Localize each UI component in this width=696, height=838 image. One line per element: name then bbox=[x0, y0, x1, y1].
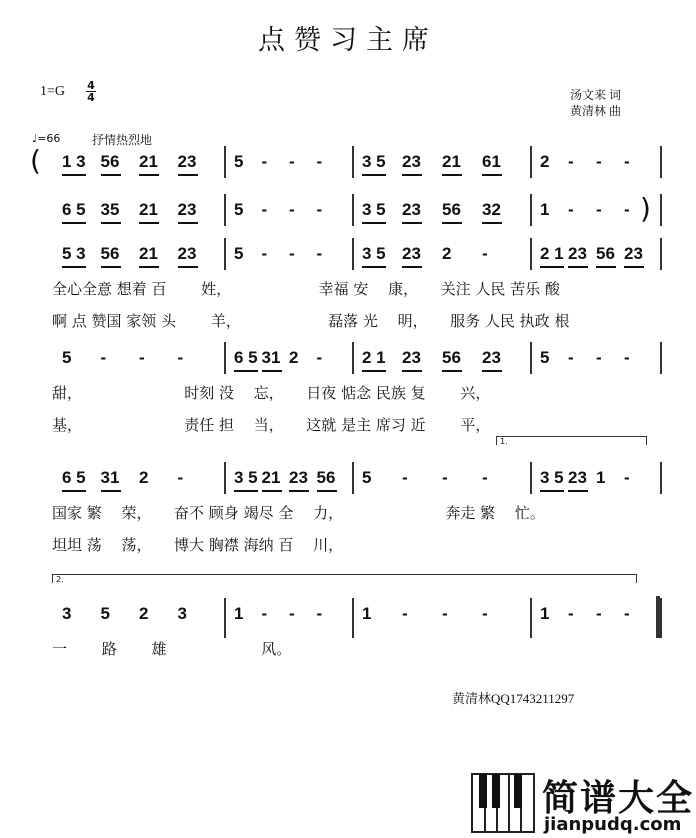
note-group: 31 bbox=[100, 468, 120, 487]
time-signature-top: 4 bbox=[87, 79, 95, 92]
barline bbox=[224, 462, 226, 494]
barline bbox=[660, 342, 662, 374]
dash-note: - bbox=[289, 604, 295, 623]
dash-note: - bbox=[482, 244, 488, 263]
beam-underline bbox=[62, 266, 86, 268]
volta-bracket: 1. bbox=[496, 436, 647, 445]
song-title: 点赞习主席 bbox=[258, 25, 438, 56]
note-group: 21 bbox=[442, 152, 461, 171]
note-group: 56 bbox=[316, 468, 336, 487]
beam-underline bbox=[362, 222, 386, 224]
tempo-marking: ♩=66 bbox=[32, 132, 61, 145]
note-group: 1 bbox=[540, 604, 550, 623]
dash-note: - bbox=[289, 200, 295, 219]
dash-note: - bbox=[568, 200, 574, 219]
note-group: 2 bbox=[540, 152, 550, 171]
dash-note: - bbox=[316, 152, 323, 171]
beam-underline bbox=[234, 370, 258, 372]
note-group: 1 bbox=[596, 468, 606, 487]
note-group: 2 bbox=[139, 604, 149, 623]
dash-note: - bbox=[596, 348, 602, 367]
note-group: 23 bbox=[402, 200, 421, 219]
note-group: 3 5 bbox=[362, 152, 386, 171]
barline bbox=[224, 598, 226, 638]
beam-underline bbox=[540, 490, 564, 492]
lyric-line: 一 路 雄 风。 bbox=[52, 640, 292, 658]
note-group: 3 5 bbox=[540, 468, 564, 487]
barline bbox=[660, 598, 662, 638]
final-barline bbox=[656, 596, 660, 638]
note-group: 21 bbox=[261, 468, 281, 487]
note-group: 23 bbox=[177, 152, 197, 171]
beam-underline bbox=[62, 174, 86, 176]
barline bbox=[530, 238, 532, 270]
note-group: 23 bbox=[402, 152, 421, 171]
note-group: 3 bbox=[62, 604, 72, 623]
beam-underline bbox=[289, 490, 309, 492]
note-group: 2 bbox=[442, 244, 452, 263]
note-group: 3 5 bbox=[362, 244, 386, 263]
note-group: 31 bbox=[261, 348, 281, 367]
barline bbox=[660, 238, 662, 270]
dash-note: - bbox=[316, 244, 323, 263]
intro-open-paren: ( bbox=[30, 144, 41, 177]
note-group: 6 5 bbox=[62, 200, 86, 219]
lyric-line: 坦坦 荡 荡， 博大 胸襟 海纳 百 川， bbox=[52, 536, 344, 554]
beam-underline bbox=[362, 174, 386, 176]
dash-note: - bbox=[482, 468, 488, 487]
dash-note: - bbox=[624, 468, 630, 487]
beam-underline bbox=[442, 222, 462, 224]
dash-note: - bbox=[261, 604, 268, 623]
dash-note: - bbox=[624, 348, 630, 367]
barline bbox=[660, 194, 662, 226]
note-group: 56 bbox=[596, 244, 615, 263]
dash-note: - bbox=[568, 152, 574, 171]
dash-note: - bbox=[402, 604, 408, 623]
note-group: 23 bbox=[568, 468, 587, 487]
dash-note: - bbox=[442, 604, 448, 623]
note-group: 5 3 bbox=[62, 244, 86, 263]
beam-underline bbox=[178, 174, 198, 176]
barline bbox=[352, 194, 354, 226]
note-group: 3 5 bbox=[362, 200, 386, 219]
note-group: 5 bbox=[62, 348, 72, 367]
note-group: 2 bbox=[139, 468, 149, 487]
note-group: 3 5 bbox=[234, 468, 258, 487]
barline bbox=[352, 238, 354, 270]
note-group: 23 bbox=[177, 200, 197, 219]
dash-note: - bbox=[289, 152, 295, 171]
note-group: 2 bbox=[289, 348, 299, 367]
note-group: 56 bbox=[100, 152, 120, 171]
barline bbox=[352, 342, 354, 374]
beam-underline bbox=[402, 174, 422, 176]
dash-note: - bbox=[100, 348, 107, 367]
dash-note: - bbox=[568, 348, 574, 367]
beam-underline bbox=[317, 490, 337, 492]
dash-note: - bbox=[482, 604, 488, 623]
barline bbox=[530, 462, 532, 494]
barline bbox=[224, 194, 226, 226]
note-group: 32 bbox=[482, 200, 501, 219]
note-group: 1 bbox=[362, 604, 372, 623]
barline bbox=[352, 598, 354, 638]
volta-bracket: 2. bbox=[52, 574, 637, 583]
key-signature: 1=G bbox=[40, 84, 66, 99]
note-group: 3 bbox=[177, 604, 187, 623]
dash-note: - bbox=[402, 468, 408, 487]
beam-underline bbox=[568, 490, 588, 492]
beam-underline bbox=[482, 222, 502, 224]
dash-note: - bbox=[261, 152, 268, 171]
barline bbox=[660, 146, 662, 178]
note-group: 1 bbox=[540, 200, 550, 219]
note-group: 21 bbox=[139, 244, 158, 263]
dash-note: - bbox=[289, 244, 295, 263]
note-group: 5 bbox=[234, 200, 244, 219]
beam-underline bbox=[362, 266, 386, 268]
composer-credit: 黄清林 曲 bbox=[570, 104, 622, 118]
note-group: 5 bbox=[234, 244, 244, 263]
dash-note: - bbox=[139, 348, 145, 367]
dash-note: - bbox=[316, 200, 323, 219]
note-group: 6 5 bbox=[234, 348, 258, 367]
beam-underline bbox=[482, 370, 502, 372]
lyric-line: 国家 繁 荣， 奋不 顾身 竭尽 全 力， 奔走 繁 忙。 bbox=[52, 504, 545, 522]
beam-underline bbox=[402, 370, 422, 372]
beam-underline bbox=[62, 490, 86, 492]
note-group: 5 bbox=[362, 468, 372, 487]
lyric-line: 全心全意 想着 百 姓， 幸福 安 康， 关注 人民 苦乐 酸 bbox=[52, 280, 560, 298]
beam-underline bbox=[101, 490, 121, 492]
note-group: 21 bbox=[139, 152, 158, 171]
note-group: 1 bbox=[234, 604, 244, 623]
barline bbox=[352, 146, 354, 178]
barline bbox=[530, 342, 532, 374]
note-group: 2 1 bbox=[540, 244, 564, 263]
beam-underline bbox=[442, 174, 462, 176]
note-group: 35 bbox=[100, 200, 120, 219]
barline bbox=[530, 146, 532, 178]
lyric-line: 基， 责任 担 当， 这就 是主 席习 近 平， bbox=[52, 416, 491, 434]
beam-underline bbox=[101, 222, 121, 224]
dash-note: - bbox=[624, 200, 630, 219]
dash-note: - bbox=[177, 348, 184, 367]
beam-underline bbox=[101, 174, 121, 176]
beam-underline bbox=[540, 266, 564, 268]
barline bbox=[352, 462, 354, 494]
dash-note: - bbox=[261, 200, 268, 219]
beam-underline bbox=[482, 174, 502, 176]
dash-note: - bbox=[596, 152, 602, 171]
dash-note: - bbox=[316, 604, 323, 623]
note-group: 61 bbox=[482, 152, 501, 171]
note-group: 5 bbox=[540, 348, 550, 367]
note-group: 23 bbox=[482, 348, 501, 367]
beam-underline bbox=[101, 266, 121, 268]
beam-underline bbox=[262, 490, 282, 492]
note-group: 23 bbox=[402, 244, 421, 263]
lyric-line: 甜， 时刻 没 忘， 日夜 惦念 民族 复 兴， bbox=[52, 384, 491, 402]
dash-note: - bbox=[316, 348, 323, 367]
note-group: 23 bbox=[402, 348, 421, 367]
beam-underline bbox=[139, 174, 159, 176]
time-signature bbox=[86, 80, 96, 103]
note-group: 23 bbox=[289, 468, 308, 487]
intro-close-paren: ) bbox=[640, 192, 651, 225]
beam-underline bbox=[402, 222, 422, 224]
beam-underline bbox=[262, 370, 282, 372]
footer-credit: 黄清林QQ1743211297 bbox=[452, 691, 575, 706]
beam-underline bbox=[402, 266, 422, 268]
barline bbox=[224, 238, 226, 270]
beam-underline bbox=[178, 266, 198, 268]
beam-underline bbox=[62, 222, 86, 224]
note-group: 5 bbox=[234, 152, 244, 171]
note-group: 5 bbox=[100, 604, 110, 623]
beam-underline bbox=[442, 370, 462, 372]
note-group: 23 bbox=[568, 244, 587, 263]
barline bbox=[530, 194, 532, 226]
time-signature-bottom: 4 bbox=[87, 91, 95, 104]
note-group: 6 5 bbox=[62, 468, 86, 487]
dash-note: - bbox=[596, 604, 602, 623]
barline bbox=[224, 146, 226, 178]
site-logo bbox=[470, 770, 696, 834]
note-group: 2 1 bbox=[362, 348, 386, 367]
beam-underline bbox=[139, 222, 159, 224]
barline bbox=[224, 342, 226, 374]
barline bbox=[660, 462, 662, 494]
dash-note: - bbox=[261, 244, 268, 263]
beam-underline bbox=[178, 222, 198, 224]
logo-text: 简谱大全 bbox=[542, 778, 695, 819]
note-group: 21 bbox=[139, 200, 158, 219]
note-group: 56 bbox=[442, 348, 461, 367]
lyric-line: 啊 点 赞国 家领 头 羊， 磊落 光 明， 服务 人民 执政 根 bbox=[52, 312, 570, 330]
note-group: 1 3 bbox=[62, 152, 86, 171]
barline bbox=[530, 598, 532, 638]
expression-marking: 抒情热烈地 bbox=[92, 133, 153, 147]
dash-note: - bbox=[568, 604, 574, 623]
beam-underline bbox=[568, 266, 588, 268]
dash-note: - bbox=[442, 468, 448, 487]
dash-note: - bbox=[624, 152, 630, 171]
dash-note: - bbox=[177, 468, 184, 487]
beam-underline bbox=[234, 490, 258, 492]
note-group: 23 bbox=[177, 244, 197, 263]
beam-underline bbox=[596, 266, 616, 268]
note-group: 56 bbox=[442, 200, 461, 219]
beam-underline bbox=[139, 266, 159, 268]
lyricist-credit: 汤文来 词 bbox=[570, 88, 622, 102]
beam-underline bbox=[624, 266, 644, 268]
beam-underline bbox=[362, 370, 386, 372]
dash-note: - bbox=[624, 604, 630, 623]
dash-note: - bbox=[596, 200, 602, 219]
note-group: 56 bbox=[100, 244, 120, 263]
logo-url: jianpudq.com bbox=[544, 814, 682, 835]
note-group: 23 bbox=[624, 244, 643, 263]
